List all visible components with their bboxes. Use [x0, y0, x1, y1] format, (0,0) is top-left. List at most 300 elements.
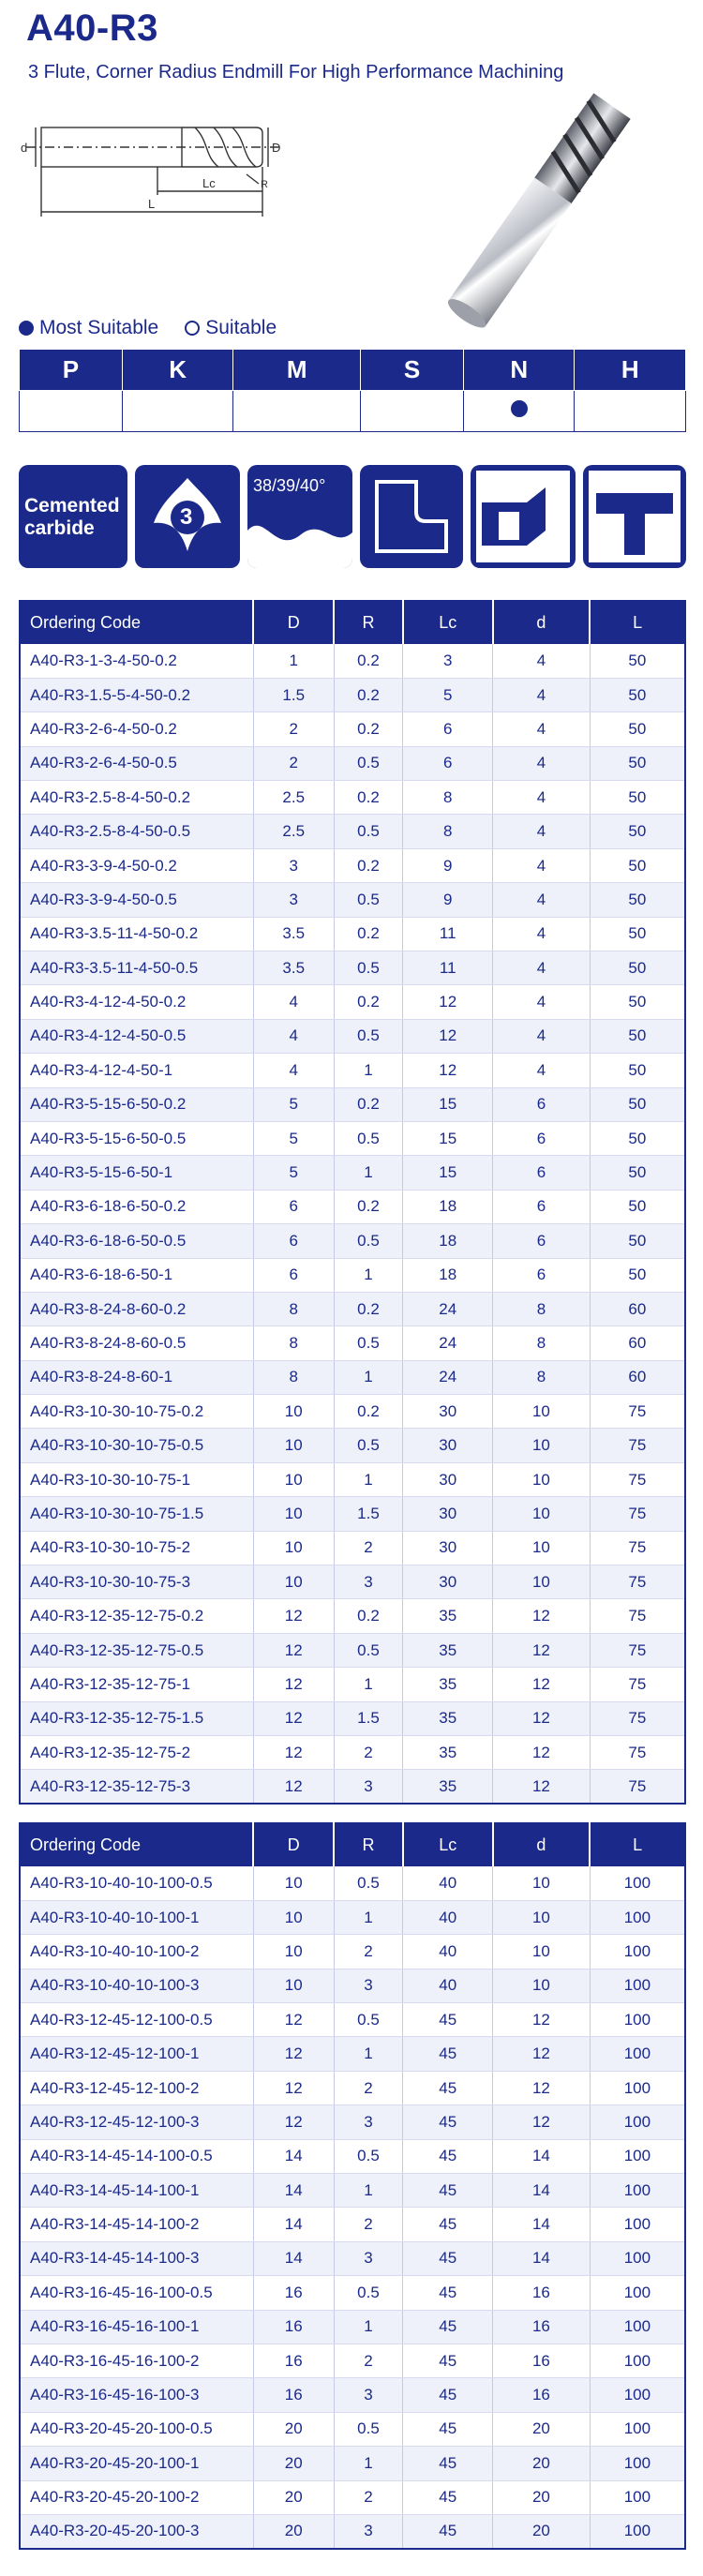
material-header: S [361, 350, 464, 391]
value-cell: 50 [590, 1258, 685, 1292]
value-cell: 5 [253, 1121, 334, 1155]
value-cell: 12 [253, 2071, 334, 2104]
ordering-code-cell: A40-R3-14-45-14-100-1 [20, 2174, 253, 2208]
table-row [20, 1121, 685, 1155]
ordering-code-cell: A40-R3-16-45-16-100-1 [20, 2310, 253, 2344]
value-cell: 50 [590, 712, 685, 746]
material-suitability-cell [122, 391, 232, 432]
ordering-code-cell: A40-R3-10-40-10-100-3 [20, 1969, 253, 2002]
value-cell: 45 [403, 2447, 493, 2480]
col-Lc: Lc [403, 601, 493, 644]
value-cell: 16 [253, 2344, 334, 2377]
value-cell: 50 [590, 883, 685, 917]
value-cell: 35 [403, 1736, 493, 1770]
value-cell: 45 [403, 2003, 493, 2037]
table-row [20, 2208, 685, 2241]
value-cell: 100 [590, 2344, 685, 2377]
value-cell: 45 [403, 2344, 493, 2377]
material-suitability-table [19, 349, 686, 432]
table-row [20, 2412, 685, 2446]
value-cell: 45 [403, 2412, 493, 2446]
table-row [20, 2344, 685, 2377]
value-cell: 100 [590, 2276, 685, 2310]
value-cell: 50 [590, 678, 685, 711]
most-suitable-dot-icon [511, 400, 528, 417]
value-cell: 3.5 [253, 951, 334, 985]
value-cell: 50 [590, 1190, 685, 1223]
value-cell: 35 [403, 1668, 493, 1701]
value-cell: 0.2 [334, 1395, 403, 1429]
value-cell: 1 [334, 2037, 403, 2071]
value-cell: 3 [334, 2378, 403, 2412]
table-row [20, 2276, 685, 2310]
value-cell: 40 [403, 1900, 493, 1934]
ordering-code-cell: A40-R3-12-35-12-75-0.2 [20, 1599, 253, 1633]
value-cell: 12 [253, 1633, 334, 1667]
value-cell: 75 [590, 1565, 685, 1599]
table-row [20, 2480, 685, 2514]
table-row [20, 1258, 685, 1292]
value-cell: 4 [493, 781, 591, 815]
page-title: A40-R3 [26, 7, 158, 49]
value-cell: 10 [253, 1866, 334, 1900]
value-cell: 12 [253, 1770, 334, 1804]
value-cell: 1 [334, 1156, 403, 1190]
value-cell: 24 [403, 1326, 493, 1360]
table-row [20, 1770, 685, 1804]
value-cell: 10 [493, 1935, 591, 1969]
value-cell: 14 [493, 2208, 591, 2241]
value-cell: 8 [493, 1292, 591, 1325]
value-cell: 75 [590, 1736, 685, 1770]
value-cell: 8 [493, 1326, 591, 1360]
shoulder-milling-icon [583, 465, 686, 568]
value-cell: 0.5 [334, 1326, 403, 1360]
value-cell: 4 [493, 678, 591, 711]
value-cell: 14 [253, 2241, 334, 2275]
ordering-code-cell: A40-R3-1.5-5-4-50-0.2 [20, 678, 253, 711]
value-cell: 2 [334, 1736, 403, 1770]
value-cell: 14 [493, 2241, 591, 2275]
value-cell: 20 [493, 2514, 591, 2548]
value-cell: 50 [590, 848, 685, 882]
value-cell: 45 [403, 2037, 493, 2071]
ordering-code-cell: A40-R3-5-15-6-50-1 [20, 1156, 253, 1190]
ordering-code-cell: A40-R3-12-45-12-100-0.5 [20, 2003, 253, 2037]
value-cell: 2.5 [253, 781, 334, 815]
ordering-code-cell: A40-R3-10-30-10-75-1.5 [20, 1497, 253, 1531]
table-row [20, 1565, 685, 1599]
value-cell: 0.5 [334, 2412, 403, 2446]
value-cell: 100 [590, 2174, 685, 2208]
value-cell: 10 [493, 1497, 591, 1531]
table-row [20, 1292, 685, 1325]
table-row [20, 1326, 685, 1360]
col-d: d [493, 601, 591, 644]
ordering-code-cell: A40-R3-14-45-14-100-3 [20, 2241, 253, 2275]
dim-label-d: d [21, 141, 28, 155]
value-cell: 50 [590, 1019, 685, 1053]
value-cell: 100 [590, 2480, 685, 2514]
value-cell: 20 [253, 2480, 334, 2514]
ordering-code-cell: A40-R3-10-30-10-75-0.5 [20, 1429, 253, 1462]
value-cell: 50 [590, 781, 685, 815]
value-cell: 8 [403, 815, 493, 848]
table-row [20, 1599, 685, 1633]
col-L: L [590, 1823, 685, 1866]
value-cell: 30 [403, 1395, 493, 1429]
value-cell: 60 [590, 1360, 685, 1394]
value-cell: 2 [334, 2208, 403, 2241]
col-R: R [334, 601, 403, 644]
value-cell: 12 [253, 1736, 334, 1770]
value-cell: 8 [253, 1326, 334, 1360]
col-d: d [493, 1823, 591, 1866]
value-cell: 20 [253, 2447, 334, 2480]
col-D: D [253, 1823, 334, 1866]
ordering-code-cell: A40-R3-10-30-10-75-2 [20, 1531, 253, 1565]
value-cell: 60 [590, 1292, 685, 1325]
value-cell: 35 [403, 1633, 493, 1667]
dim-label-R: R [261, 179, 268, 190]
material-header: N [464, 350, 575, 391]
value-cell: 4 [493, 644, 591, 678]
ordering-code-cell: A40-R3-10-40-10-100-0.5 [20, 1866, 253, 1900]
material-header: K [122, 350, 232, 391]
value-cell: 11 [403, 951, 493, 985]
value-cell: 2.5 [253, 815, 334, 848]
table-row [20, 1395, 685, 1429]
value-cell: 45 [403, 2241, 493, 2275]
value-cell: 75 [590, 1701, 685, 1735]
value-cell: 1 [334, 1054, 403, 1087]
value-cell: 100 [590, 2037, 685, 2071]
value-cell: 16 [253, 2310, 334, 2344]
ordering-code-cell: A40-R3-4-12-4-50-0.5 [20, 1019, 253, 1053]
value-cell: 100 [590, 2139, 685, 2173]
table-row [20, 1900, 685, 1934]
table-header-row [20, 1823, 685, 1866]
value-cell: 0.2 [334, 1599, 403, 1633]
table-row [20, 2310, 685, 2344]
table-row [20, 1531, 685, 1565]
value-cell: 20 [493, 2412, 591, 2446]
value-cell: 50 [590, 917, 685, 951]
ordering-code-cell: A40-R3-3-9-4-50-0.5 [20, 883, 253, 917]
value-cell: 4 [493, 951, 591, 985]
table-row [20, 712, 685, 746]
value-cell: 12 [253, 2037, 334, 2071]
ordering-code-cell: A40-R3-3.5-11-4-50-0.5 [20, 951, 253, 985]
value-cell: 0.5 [334, 1121, 403, 1155]
value-cell: 45 [403, 2139, 493, 2173]
value-cell: 1.5 [334, 1497, 403, 1531]
value-cell: 10 [253, 1429, 334, 1462]
value-cell: 6 [493, 1258, 591, 1292]
table-row [20, 2037, 685, 2071]
value-cell: 0.5 [334, 815, 403, 848]
value-cell: 16 [493, 2310, 591, 2344]
value-cell: 50 [590, 1054, 685, 1087]
table-row [20, 883, 685, 917]
col-D: D [253, 601, 334, 644]
value-cell: 10 [253, 1935, 334, 1969]
ordering-code-cell: A40-R3-12-35-12-75-1 [20, 1668, 253, 1701]
ordering-code-cell: A40-R3-2.5-8-4-50-0.5 [20, 815, 253, 848]
value-cell: 1 [334, 1462, 403, 1496]
material-suitability-cell [464, 391, 575, 432]
value-cell: 4 [493, 746, 591, 780]
ordering-code-cell: A40-R3-12-35-12-75-2 [20, 1736, 253, 1770]
value-cell: 100 [590, 2378, 685, 2412]
ordering-code-cell: A40-R3-2-6-4-50-0.2 [20, 712, 253, 746]
value-cell: 45 [403, 2276, 493, 2310]
value-cell: 1 [334, 2174, 403, 2208]
value-cell: 20 [493, 2447, 591, 2480]
material-header: H [575, 350, 686, 391]
ordering-code-cell: A40-R3-6-18-6-50-0.2 [20, 1190, 253, 1223]
table-row [20, 1156, 685, 1190]
value-cell: 10 [493, 1900, 591, 1934]
value-cell: 20 [493, 2480, 591, 2514]
ordering-table-2 [19, 1822, 686, 2550]
value-cell: 8 [403, 781, 493, 815]
value-cell: 0.5 [334, 951, 403, 985]
value-cell: 3 [403, 644, 493, 678]
value-cell: 100 [590, 2105, 685, 2139]
value-cell: 0.5 [334, 746, 403, 780]
material-suitability-cell [20, 391, 123, 432]
value-cell: 12 [493, 2071, 591, 2104]
value-cell: 10 [253, 1565, 334, 1599]
value-cell: 12 [403, 1019, 493, 1053]
value-cell: 45 [403, 2208, 493, 2241]
value-cell: 12 [493, 1599, 591, 1633]
value-cell: 50 [590, 1156, 685, 1190]
value-cell: 0.5 [334, 2139, 403, 2173]
value-cell: 6 [493, 1156, 591, 1190]
value-cell: 75 [590, 1770, 685, 1804]
material-line-1: Cemented [24, 495, 120, 517]
value-cell: 35 [403, 1599, 493, 1633]
value-cell: 4 [493, 917, 591, 951]
table-row [20, 1866, 685, 1900]
value-cell: 8 [493, 1360, 591, 1394]
value-cell: 4 [493, 883, 591, 917]
col-Lc: Lc [403, 1823, 493, 1866]
table-row [20, 2139, 685, 2173]
value-cell: 75 [590, 1599, 685, 1633]
value-cell: 50 [590, 1087, 685, 1121]
value-cell: 75 [590, 1668, 685, 1701]
value-cell: 2 [253, 746, 334, 780]
value-cell: 100 [590, 1935, 685, 1969]
value-cell: 30 [403, 1429, 493, 1462]
value-cell: 12 [253, 1599, 334, 1633]
value-cell: 100 [590, 1969, 685, 2002]
shoulder-graphic [583, 465, 686, 568]
value-cell: 6 [493, 1121, 591, 1155]
corner-radius-icon [360, 465, 463, 568]
ordering-code-cell: A40-R3-4-12-4-50-1 [20, 1054, 253, 1087]
material-header: P [20, 350, 123, 391]
value-cell: 100 [590, 2071, 685, 2104]
suitability-legend [19, 317, 277, 339]
value-cell: 1 [334, 1258, 403, 1292]
value-cell: 0.5 [334, 1633, 403, 1667]
slot-graphic [471, 465, 576, 568]
table-row [20, 1360, 685, 1394]
value-cell: 0.2 [334, 1190, 403, 1223]
value-cell: 10 [493, 1429, 591, 1462]
ordering-code-cell: A40-R3-16-45-16-100-3 [20, 2378, 253, 2412]
value-cell: 16 [493, 2378, 591, 2412]
table-row [20, 848, 685, 882]
ordering-code-cell: A40-R3-2-6-4-50-0.5 [20, 746, 253, 780]
ordering-code-cell: A40-R3-3-9-4-50-0.2 [20, 848, 253, 882]
endmill-product-image [394, 58, 703, 339]
ordering-code-cell: A40-R3-16-45-16-100-0.5 [20, 2276, 253, 2310]
table-row [20, 2105, 685, 2139]
value-cell: 12 [493, 2037, 591, 2071]
ordering-code-cell: A40-R3-1-3-4-50-0.2 [20, 644, 253, 678]
value-cell: 3 [334, 1770, 403, 1804]
value-cell: 50 [590, 644, 685, 678]
value-cell: 30 [403, 1497, 493, 1531]
material-header: M [233, 350, 361, 391]
ordering-code-cell: A40-R3-8-24-8-60-1 [20, 1360, 253, 1394]
value-cell: 12 [253, 2105, 334, 2139]
table-row [20, 1701, 685, 1735]
value-cell: 35 [403, 1701, 493, 1735]
value-cell: 45 [403, 2514, 493, 2548]
feature-icons [19, 465, 686, 570]
value-cell: 100 [590, 1866, 685, 1900]
value-cell: 1 [334, 2310, 403, 2344]
material-suitability-cell [575, 391, 686, 432]
table-row [20, 1087, 685, 1121]
value-cell: 0.5 [334, 1224, 403, 1258]
value-cell: 12 [253, 1701, 334, 1735]
ordering-code-cell: A40-R3-12-35-12-75-3 [20, 1770, 253, 1804]
table-row [20, 746, 685, 780]
value-cell: 1 [334, 1360, 403, 1394]
dim-label-L: L [148, 197, 156, 211]
value-cell: 2 [334, 2480, 403, 2514]
value-cell: 10 [493, 1531, 591, 1565]
table-row [20, 1224, 685, 1258]
table-row [20, 1668, 685, 1701]
table-row [20, 1462, 685, 1496]
value-cell: 4 [493, 1054, 591, 1087]
value-cell: 50 [590, 951, 685, 985]
ordering-code-cell: A40-R3-6-18-6-50-1 [20, 1258, 253, 1292]
dim-label-Lc: Lc [202, 176, 216, 190]
col-L: L [590, 601, 685, 644]
dim-label-D: D [272, 141, 281, 155]
value-cell: 15 [403, 1087, 493, 1121]
value-cell: 0.5 [334, 1429, 403, 1462]
ordering-code-cell: A40-R3-14-45-14-100-2 [20, 2208, 253, 2241]
value-cell: 12 [253, 2003, 334, 2037]
value-cell: 45 [403, 2310, 493, 2344]
value-cell: 2 [334, 2344, 403, 2377]
value-cell: 2 [334, 1531, 403, 1565]
value-cell: 75 [590, 1395, 685, 1429]
value-cell: 4 [493, 1019, 591, 1053]
value-cell: 18 [403, 1224, 493, 1258]
value-cell: 4 [253, 1054, 334, 1087]
ordering-code-cell: A40-R3-12-35-12-75-1.5 [20, 1701, 253, 1735]
value-cell: 100 [590, 2241, 685, 2275]
ordering-code-cell: A40-R3-8-24-8-60-0.2 [20, 1292, 253, 1325]
value-cell: 12 [493, 1736, 591, 1770]
helix-angle-icon [247, 465, 352, 568]
table-row [20, 1633, 685, 1667]
ordering-code-cell: A40-R3-12-45-12-100-3 [20, 2105, 253, 2139]
value-cell: 45 [403, 2480, 493, 2514]
value-cell: 1 [334, 1900, 403, 1934]
value-cell: 30 [403, 1462, 493, 1496]
value-cell: 6 [253, 1190, 334, 1223]
ordering-code-cell: A40-R3-5-15-6-50-0.2 [20, 1087, 253, 1121]
material-suitability-cell [233, 391, 361, 432]
value-cell: 1 [334, 1668, 403, 1701]
table-row [20, 2378, 685, 2412]
table-row [20, 1054, 685, 1087]
value-cell: 15 [403, 1121, 493, 1155]
value-cell: 60 [590, 1326, 685, 1360]
value-cell: 50 [590, 746, 685, 780]
value-cell: 1.5 [334, 1701, 403, 1735]
ordering-code-cell: A40-R3-14-45-14-100-0.5 [20, 2139, 253, 2173]
value-cell: 2 [253, 712, 334, 746]
value-cell: 6 [253, 1258, 334, 1292]
value-cell: 12 [493, 2105, 591, 2139]
value-cell: 18 [403, 1190, 493, 1223]
value-cell: 100 [590, 2208, 685, 2241]
table-row [20, 1190, 685, 1223]
value-cell: 0.2 [334, 781, 403, 815]
value-cell: 0.2 [334, 985, 403, 1019]
corner-graphic [360, 465, 463, 568]
value-cell: 0.2 [334, 678, 403, 711]
value-cell: 10 [253, 1497, 334, 1531]
value-cell: 6 [403, 712, 493, 746]
value-cell: 75 [590, 1462, 685, 1496]
value-cell: 12 [403, 1054, 493, 1087]
table-row [20, 2071, 685, 2104]
ordering-code-cell: A40-R3-20-45-20-100-3 [20, 2514, 253, 2548]
table-row [20, 1019, 685, 1053]
value-cell: 0.2 [334, 1292, 403, 1325]
value-cell: 10 [493, 1395, 591, 1429]
value-cell: 100 [590, 2310, 685, 2344]
value-cell: 75 [590, 1633, 685, 1667]
filled-dot-icon [19, 321, 34, 336]
value-cell: 30 [403, 1565, 493, 1599]
value-cell: 3 [253, 883, 334, 917]
value-cell: 30 [403, 1531, 493, 1565]
value-cell: 9 [403, 848, 493, 882]
table-row [20, 2447, 685, 2480]
value-cell: 10 [493, 1462, 591, 1496]
value-cell: 0.5 [334, 883, 403, 917]
table-row [20, 1429, 685, 1462]
cemented-carbide-icon [19, 465, 127, 568]
ordering-code-cell: A40-R3-5-15-6-50-0.5 [20, 1121, 253, 1155]
value-cell: 4 [493, 712, 591, 746]
